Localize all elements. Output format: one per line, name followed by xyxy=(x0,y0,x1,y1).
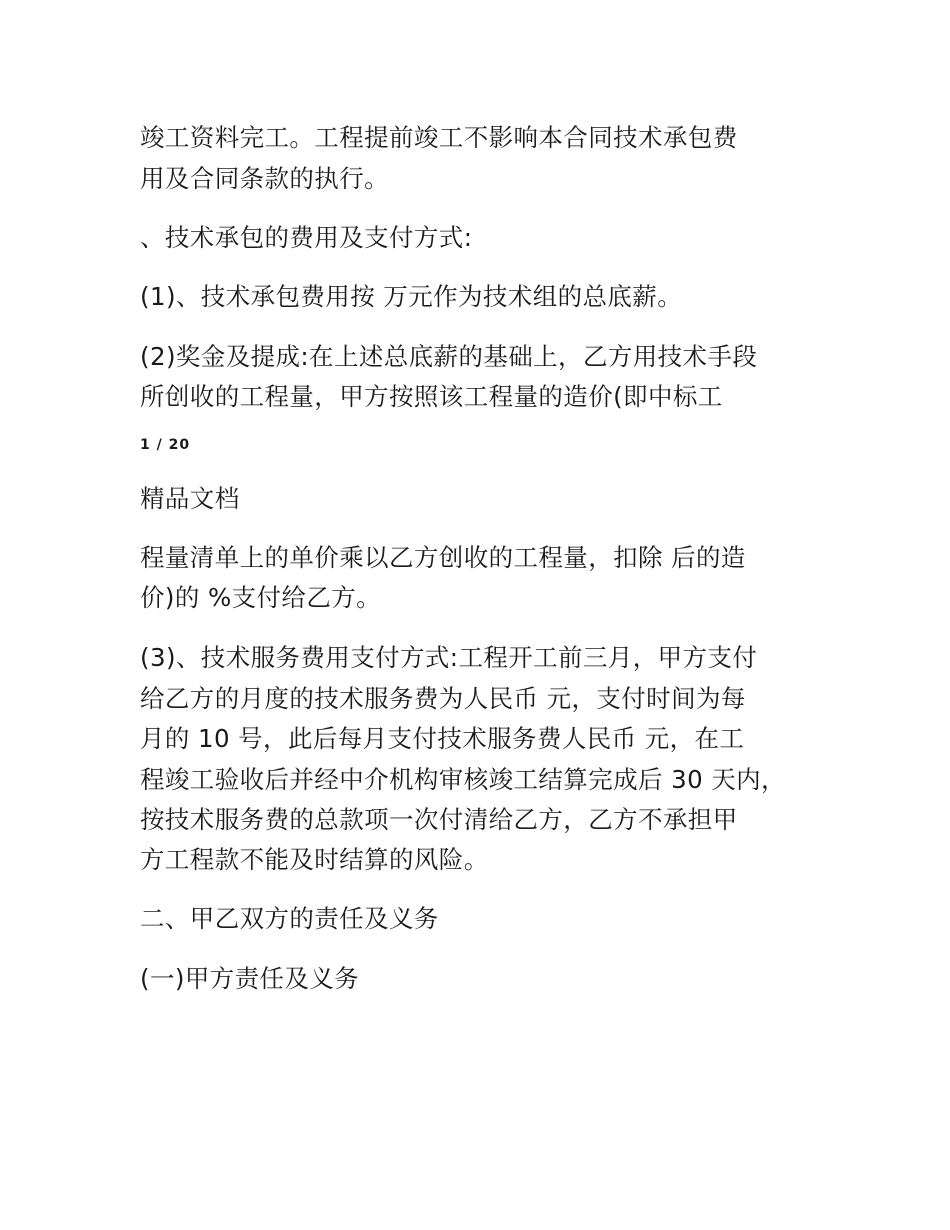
paragraph-line: (3)、技术服务费用支付方式:工程开工前三月，甲方支付 xyxy=(140,643,758,672)
paragraph-line: 方工程款不能及时结算的风险。 xyxy=(140,845,489,874)
paragraph-line: (1)、技术承包费用按 万元作为技术组的总底薪。 xyxy=(140,282,683,311)
paragraph-line: (2)奖金及提成:在上述总底薪的基础上，乙方用技术手段 xyxy=(140,342,758,371)
paragraph-line: 竣工资料完工。工程提前竣工不影响本合同技术承包费 xyxy=(140,123,738,152)
section-heading: 、技术承包的费用及支付方式: xyxy=(140,223,473,252)
paragraph-line: 价)的 %支付给乙方。 xyxy=(140,583,382,612)
section-heading: 二、甲乙双方的责任及义务 xyxy=(140,904,439,933)
paragraph-line: 所创收的工程量，甲方按照该工程量的造价(即中标工 xyxy=(140,382,723,411)
subsection-heading: (一)甲方责任及义务 xyxy=(140,964,360,993)
paragraph-line: 月的 10 号，此后每月支付技术服务费人民币 元，在工 xyxy=(140,724,745,753)
paragraph-line: 程量清单上的单价乘以乙方创收的工程量，扣除 后的造 xyxy=(140,543,746,572)
document-header: 精品文档 xyxy=(140,484,240,513)
paragraph-line: 给乙方的月度的技术服务费为人民币 元，支付时间为每 xyxy=(140,684,746,713)
paragraph-line: 用及合同条款的执行。 xyxy=(140,164,389,193)
paragraph-line: 按技术服务费的总款项一次付清给乙方，乙方不承担甲 xyxy=(140,805,738,834)
page-number: 1 / 20 xyxy=(140,437,191,453)
paragraph-line: 程竣工验收后并经中介机构审核竣工结算完成后 30 天内， xyxy=(140,765,786,794)
